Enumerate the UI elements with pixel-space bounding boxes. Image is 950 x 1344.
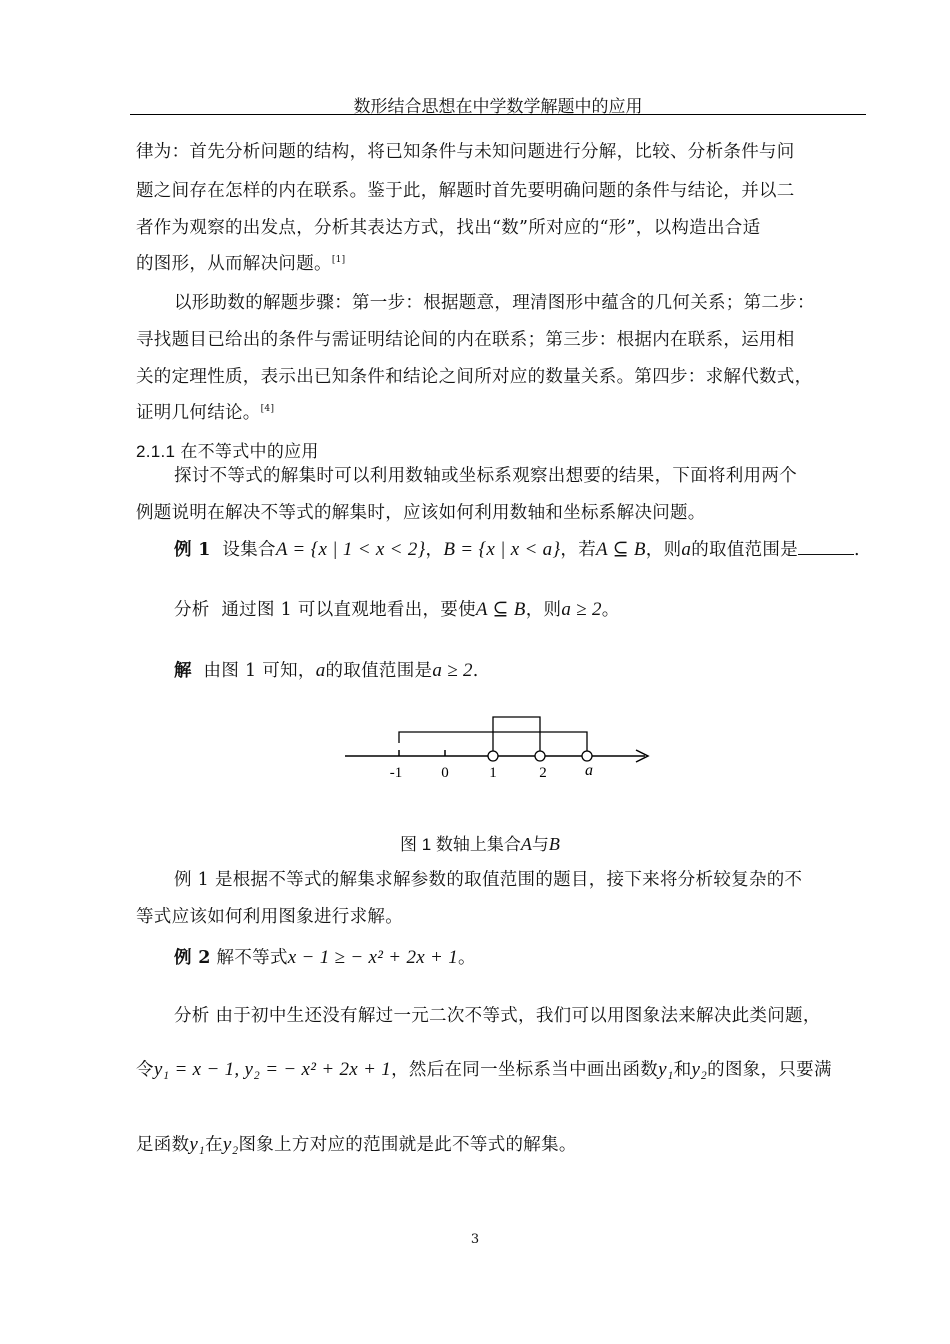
analysis-label: 分析 [174,600,210,620]
tick-label: -1 [389,765,403,781]
paragraph-line: 题之间存在怎样的内在联系。鉴于此，解题时首先要明确问题的条件与结论，并以二 [136,181,795,201]
header-rule [130,114,866,115]
text-span: 足函数 [136,1135,190,1155]
text-span: ，则 [645,540,682,560]
function-definitions: y₁ = x − 1, y₂ = − x² + 2x + 1 [153,1059,392,1080]
text-span: ，然后在同一坐标系当中画出函数 [391,1060,659,1080]
subset-condition: A ⊆ B [596,539,646,560]
text-span: 设集合 [222,540,276,560]
paragraph-line: 分析 由于初中生还没有解过一元二次不等式，我们可以用图象法来解决此类问题， [174,1006,821,1026]
variable-a: a [315,660,326,681]
paragraph-line: 探讨不等式的解集时可以利用数轴或坐标系观察出想要的结果，下面将利用两个 [174,466,797,486]
open-point-a [582,751,592,761]
set-b-expression: B = {x | x < a} [443,539,561,560]
result-expression: a ≥ 2 [561,599,602,620]
paragraph-line [136,250,345,275]
paragraph-line: 等式应该如何利用图象进行求解。 [136,907,403,927]
example-label: 例 2 [174,948,211,968]
paragraph-line [136,399,274,424]
result-expression: a ≥ 2 [432,660,473,681]
open-point-2 [535,751,545,761]
example-2 [174,944,476,969]
text-span: 和 [673,1060,692,1080]
text-span: 解不等式 [216,948,288,968]
text-span: 。 [601,600,620,620]
text-span: 。 [458,948,476,968]
text-span: 令 [136,1060,154,1080]
citation-ref: [4] [260,404,275,415]
tick-label: 0 [441,765,449,781]
y1-symbol: y₁ [189,1134,206,1155]
text-span: . [854,540,860,560]
y2-symbol: y₂ [222,1134,239,1155]
caption-set-b: B [548,834,560,854]
tick-label: 2 [539,765,547,781]
solution-label: 解 [174,661,192,681]
paragraph-line [136,1056,832,1081]
citation-ref: [1] [331,255,346,266]
tick-label: a [585,762,593,779]
paragraph-line: 寻找题目已给出的条件与需证明结论间的内在联系；第三步：根据内在联系，运用相 [136,330,795,350]
analysis-1 [174,596,620,621]
paragraph-line: 例 1 是根据不等式的解集求解参数的取值范围的题目，接下来将分析较复杂的不 [174,870,803,890]
section-heading: 2.1.1 在不等式中的应用 [136,442,319,461]
text-span: 图 1 数轴上集合 [400,835,521,854]
figure-caption [400,830,560,855]
text-span: ， [425,540,444,560]
text-span: 通过图 1 可以直观地看出，要使 [221,600,476,620]
text-span: 的图象，只要满 [707,1060,832,1080]
set-a-expression: A = {x | 1 < x < 2} [275,539,426,560]
example-label: 例 1 [174,540,211,560]
text-span: 证明几何结论。 [136,403,261,423]
text-span: 图象上方对应的范围就是此不等式的解集。 [238,1135,577,1155]
example-1 [174,536,860,561]
y2-symbol: y₂ [691,1059,708,1080]
set-a-bracket [493,717,540,751]
paragraph-line: 关的定理性质，表示出已知条件和结论之间所对应的数量关系。第四步：求解代数式， [136,367,813,387]
page-header: 数形结合思想在中学数学解题中的应用 [353,97,643,117]
variable-a: a [681,539,692,560]
number-line-figure [340,705,660,795]
paragraph-line [136,1131,577,1156]
tick-label: 1 [489,765,497,781]
text-span: 的取值范围是 [325,661,433,681]
text-span: 由图 1 可知， [203,661,316,681]
text-span: 的取值范围是 [691,540,799,560]
inequality-expression: x − 1 ≥ − x² + 2x + 1 [287,947,459,968]
text-span: ，若 [560,540,596,560]
open-point-1 [488,751,498,761]
text-span: 在 [205,1135,223,1155]
text-span: ，则 [525,600,562,620]
answer-blank [798,540,854,555]
paragraph-line: 以形助数的解题步骤：第一步：根据题意，理清图形中蕴含的几何关系；第二步： [174,293,815,313]
text-span: 的图形，从而解决问题。 [136,254,332,274]
subset-condition: A ⊆ B [475,599,526,620]
paragraph-line: 者作为观察的出发点，分析其表达方式，找出“数”所对应的“形”，以构造出合适 [136,218,761,238]
solution-1 [174,657,479,682]
text-span: 与 [531,835,549,854]
caption-set-a: A [520,834,532,854]
paragraph-line: 律为：首先分析问题的结构，将已知条件与未知问题进行分解，比较、分析条件与问 [136,142,795,162]
y1-symbol: y₁ [658,1059,674,1080]
page-number: 3 [470,1232,480,1247]
paragraph-line: 例题说明在解决不等式的解集时，应该如何利用数轴和坐标系解决问题。 [136,503,706,523]
text-span: . [472,661,479,681]
